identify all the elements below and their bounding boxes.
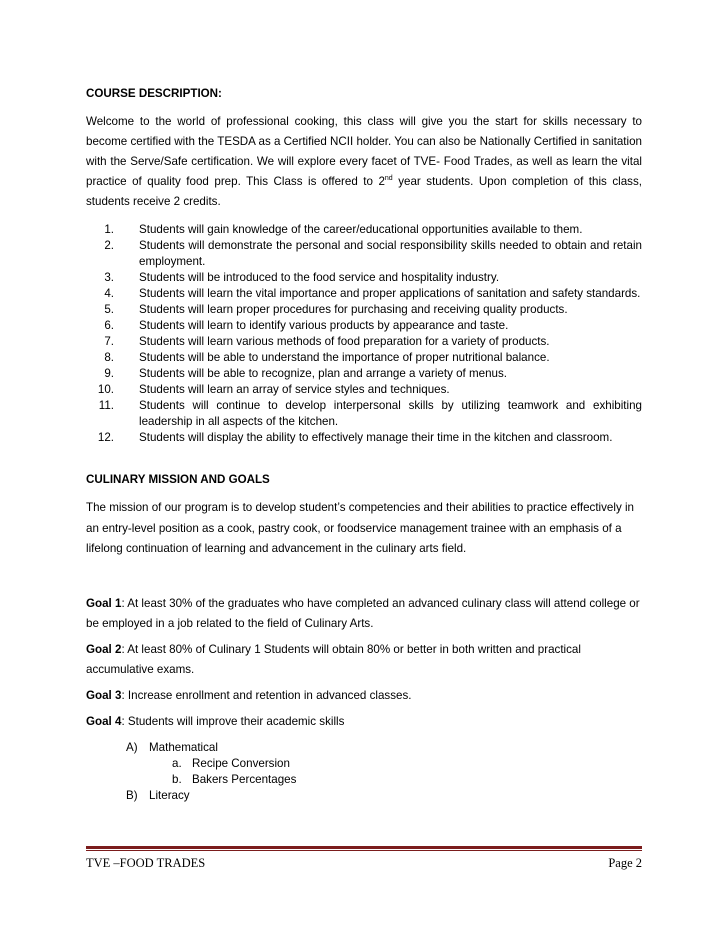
list-text: Students will display the ability to effectively manage their time in the kitchen and classroom. bbox=[139, 431, 613, 444]
list-number: 1. bbox=[104, 223, 114, 236]
list-number: 7. bbox=[104, 335, 114, 348]
list-number: 4. bbox=[104, 287, 114, 300]
list-text: Students will be introduced to the food service and hospitality industry. bbox=[139, 271, 500, 284]
list-item bbox=[86, 238, 642, 270]
list-item bbox=[86, 756, 642, 772]
list-item bbox=[86, 318, 642, 334]
list-text: Students will learn various methods of food preparation for a variety of products. bbox=[139, 335, 550, 348]
list-text: Students will be able to understand the importance of proper nutritional balance. bbox=[139, 351, 550, 364]
page-number: Page 2 bbox=[608, 856, 642, 870]
list-item bbox=[86, 788, 642, 804]
list-marker: B) bbox=[126, 788, 138, 802]
course-description-paragraph bbox=[86, 112, 642, 212]
footer-divider-thin bbox=[86, 850, 642, 851]
goal-label: Goal 2 bbox=[86, 642, 122, 656]
list-text: Students will learn the vital importance and proper applications of sanitation and safety standards. bbox=[139, 287, 641, 300]
list-item bbox=[86, 398, 642, 430]
goal-label: Goal 1 bbox=[86, 596, 122, 610]
list-item bbox=[86, 222, 642, 238]
list-number: 11. bbox=[98, 399, 114, 412]
list-text: Students will be able to recognize, plan and arrange a variety of menus. bbox=[139, 367, 507, 380]
list-item bbox=[86, 350, 642, 366]
ordinal-suffix: nd bbox=[384, 175, 393, 183]
list-number: 5. bbox=[104, 303, 114, 316]
list-text: Students will learn an array of service styles and techniques. bbox=[139, 383, 450, 396]
goal-text: : At least 80% of Culinary 1 Students will obtain 80% or better in both written and practical accumulative exams. bbox=[86, 642, 581, 676]
list-item bbox=[86, 740, 642, 756]
intro-text-end: year students. Upon completion of this class, students receive 2 credits. bbox=[86, 175, 642, 208]
page-content bbox=[86, 86, 642, 804]
list-text: Students will continue to develop interpersonal skills by utilizing teamwork and exhibiting leadership in all aspects of the kitchen. bbox=[139, 399, 642, 428]
list-marker: a. bbox=[172, 756, 182, 770]
list-marker: b. bbox=[172, 772, 182, 786]
goal-label: Goal 4 bbox=[86, 714, 122, 728]
list-item bbox=[86, 270, 642, 286]
goal-text: : Students will improve their academic skills bbox=[121, 714, 345, 728]
list-item bbox=[86, 366, 642, 382]
list-item bbox=[86, 772, 642, 788]
list-text: Bakers Percentages bbox=[192, 772, 297, 786]
list-text: Literacy bbox=[149, 788, 190, 802]
goal-text: : Increase enrollment and retention in advanced classes. bbox=[121, 688, 412, 702]
footer-title: TVE –FOOD TRADES bbox=[86, 856, 206, 870]
list-text: Recipe Conversion bbox=[192, 756, 290, 770]
mission-heading: CULINARY MISSION AND GOALS bbox=[86, 473, 270, 486]
goal-label: Goal 3 bbox=[86, 688, 122, 702]
list-number: 6. bbox=[104, 319, 114, 332]
list-text: Students will gain knowledge of the career/educational opportunities available to them. bbox=[139, 223, 583, 236]
list-number: 9. bbox=[104, 367, 114, 380]
list-number: 10. bbox=[97, 383, 114, 396]
goal-paragraph bbox=[86, 594, 642, 634]
list-marker: A) bbox=[126, 740, 138, 754]
list-text: Students will demonstrate the personal and social responsibility skills needed to obtain and retain employment. bbox=[139, 239, 642, 268]
goal-paragraph bbox=[86, 640, 642, 680]
list-item bbox=[86, 382, 642, 398]
list-item bbox=[86, 286, 642, 302]
spacer bbox=[86, 560, 642, 594]
footer-divider bbox=[86, 846, 642, 849]
list-text: Students will learn to identify various products by appearance and taste. bbox=[139, 319, 509, 332]
intro-text: Welcome to the world of professional cooking, this class will give you the start for skills necessary to become certified with the TESDA as a Certified NCII holder. You can also be Nationally Certified in sanitation with the Serve/Safe certification. We will explore every facet of TVE- Food Trades, as well as learn the vital practice of quality food prep. This Class is offered to 2 bbox=[86, 115, 642, 188]
list-text: Students will learn proper procedures for purchasing and receiving quality products. bbox=[139, 303, 568, 316]
objectives-list bbox=[86, 222, 642, 446]
list-item bbox=[86, 430, 642, 446]
mission-paragraph: The mission of our program is to develop student’s competencies and their abilities to practice effectively in an entry-level position as a cook, pastry cook, or foodservice management trainee with an emphasis of a lifelong continuation of learning and advancement in the culinary arts field. bbox=[86, 501, 634, 555]
academic-skills-list bbox=[86, 740, 642, 804]
list-item bbox=[86, 302, 642, 318]
course-description-heading: COURSE DESCRIPTION: bbox=[86, 87, 222, 100]
goal-paragraph bbox=[86, 712, 642, 732]
list-number: 3. bbox=[104, 271, 114, 284]
list-item bbox=[86, 334, 642, 350]
list-number: 8. bbox=[104, 351, 114, 364]
list-text: Mathematical bbox=[149, 740, 218, 754]
list-number: 2. bbox=[104, 239, 114, 252]
goal-text: : At least 30% of the graduates who have completed an advanced culinary class will attend college or be employed in a job related to the field of Culinary Arts. bbox=[86, 596, 640, 630]
goal-paragraph bbox=[86, 686, 642, 706]
list-number: 12. bbox=[97, 431, 114, 444]
